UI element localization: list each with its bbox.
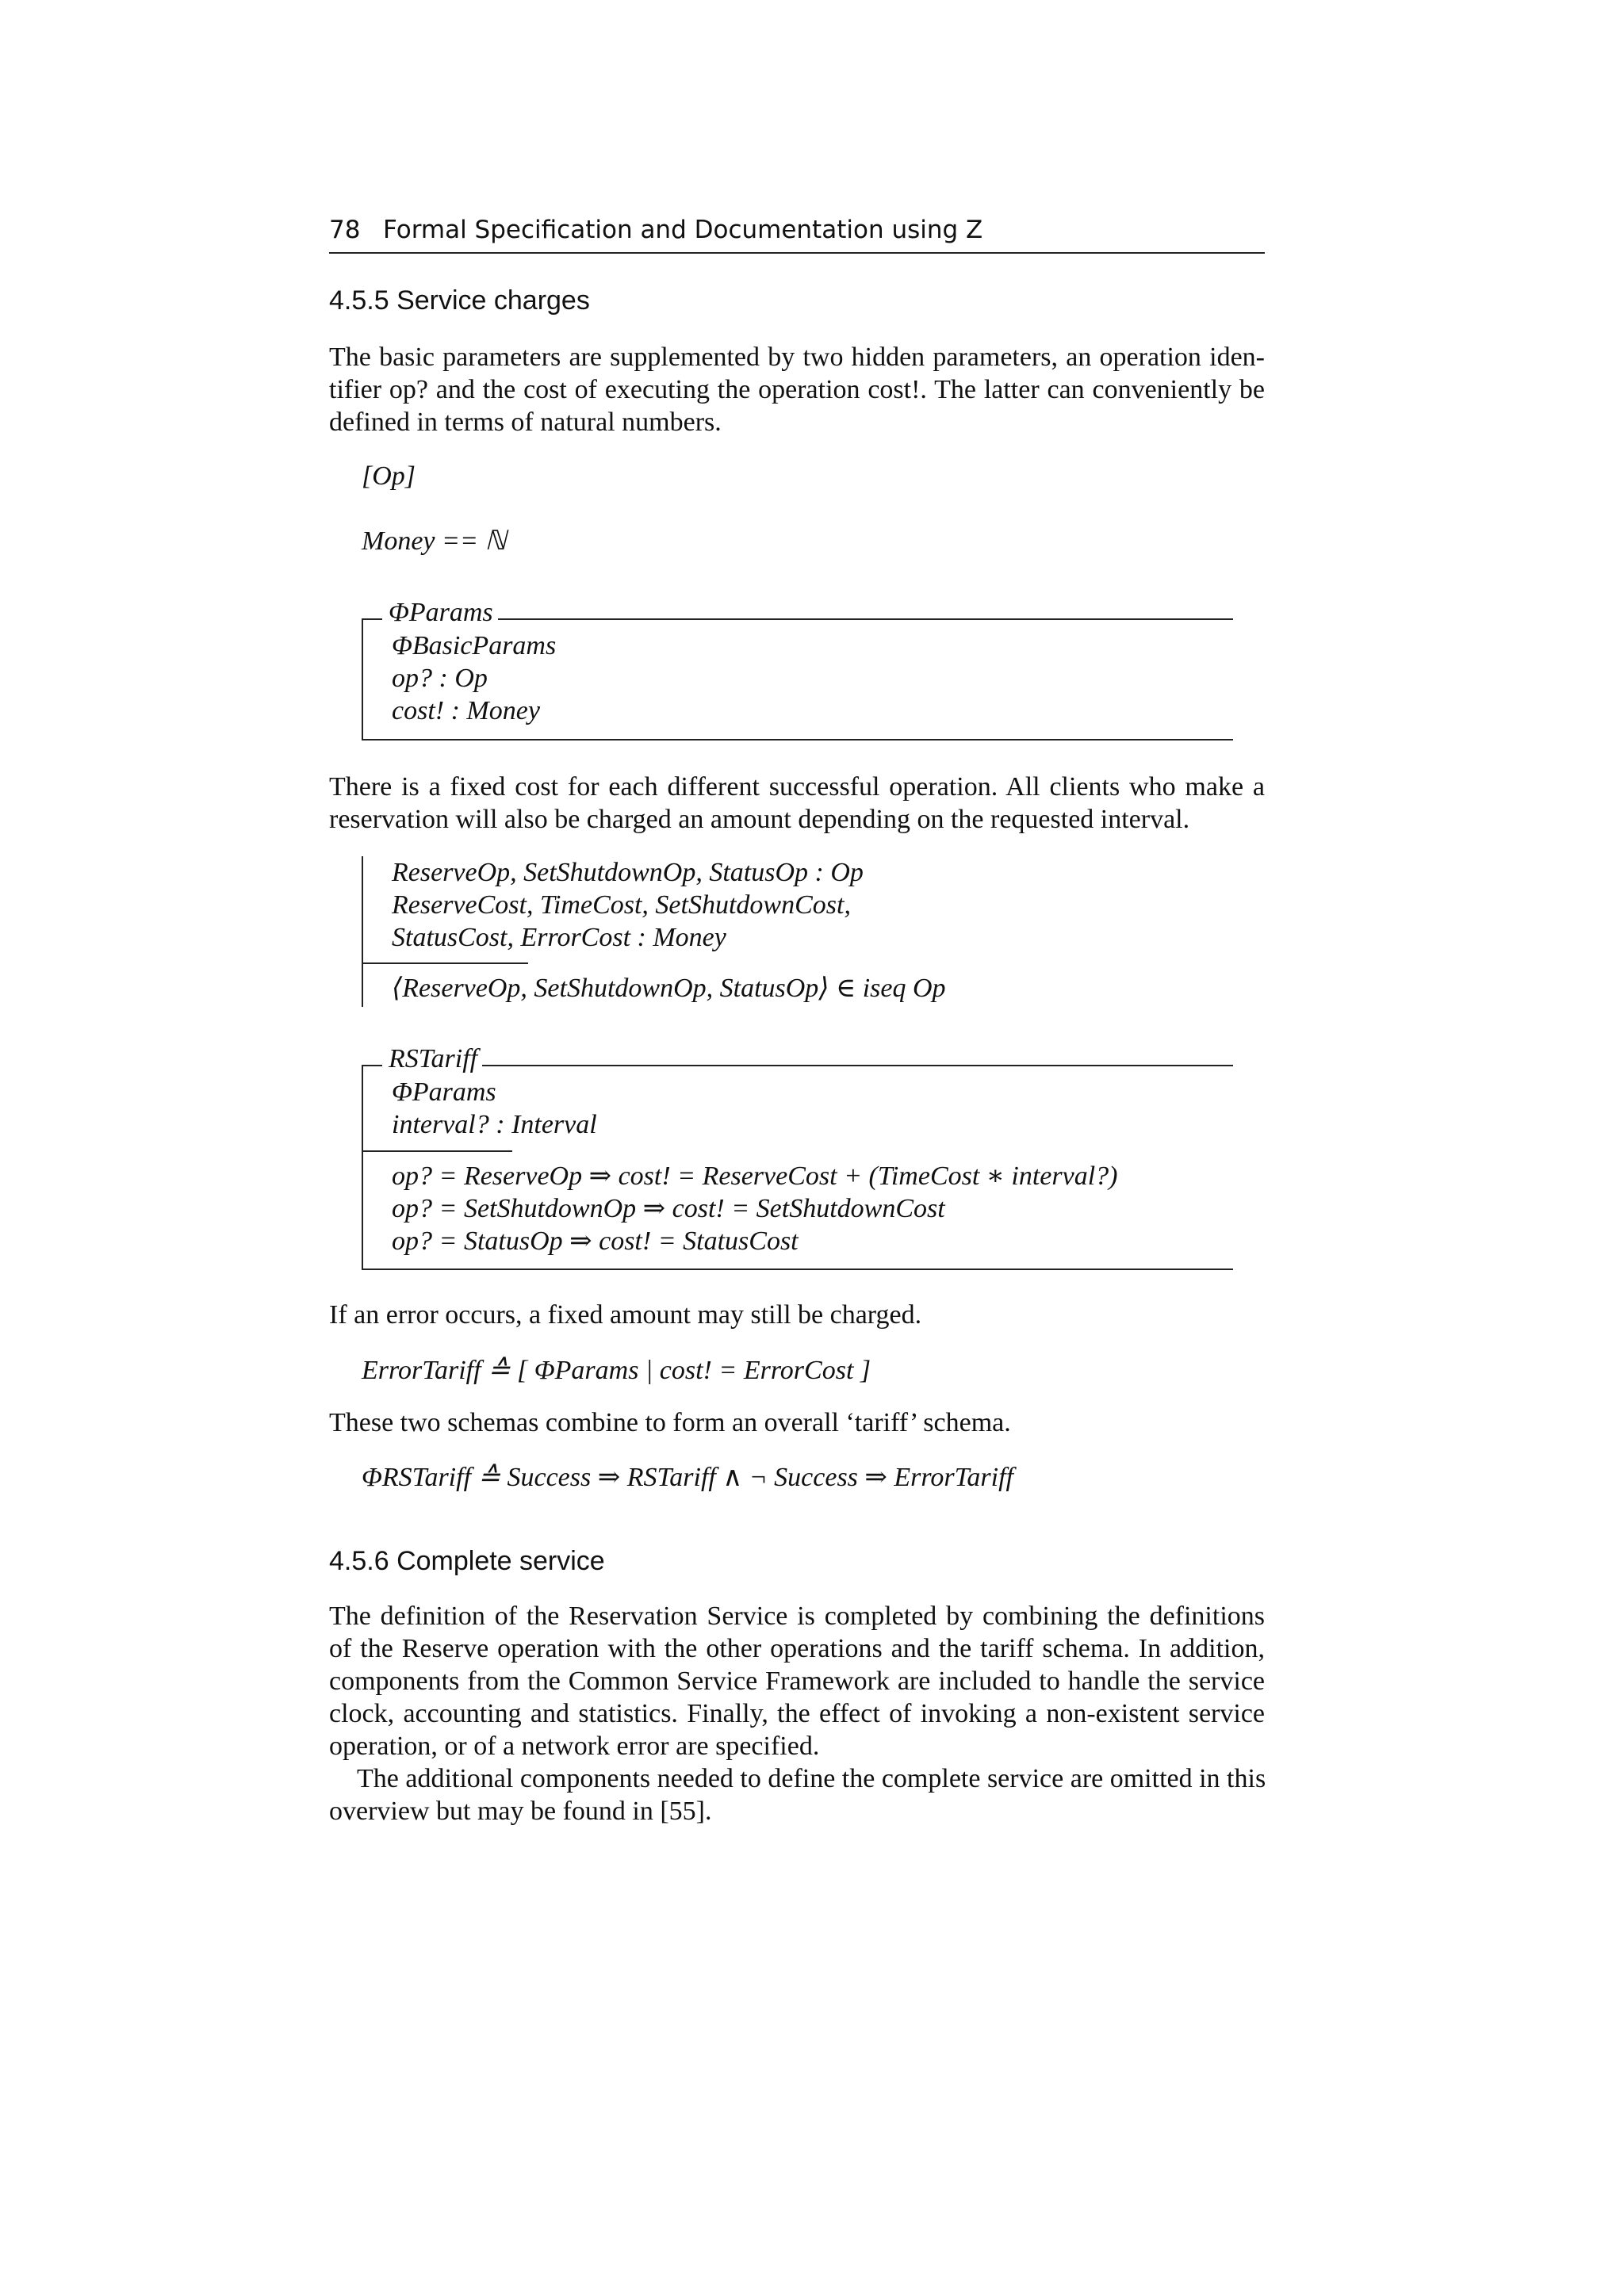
axiomatic-declaration: ReserveCost, TimeCost, SetShutdownCost, — [392, 890, 851, 920]
page-number: 78 — [329, 216, 361, 244]
paragraph-line: The definition of the Reservation Service is completed by combining the definitions — [329, 1601, 1265, 1631]
schema-declaration: op? : Op — [392, 664, 488, 693]
schema-box-params — [362, 598, 1233, 740]
schema-predicate: op? = SetShutdownOp ⇒ cost! = SetShutdownCost — [392, 1194, 945, 1223]
paragraph-line: reservation will also be charged an amount depending on the requested interval. — [329, 805, 1190, 834]
schema-declaration: cost! : Money — [392, 696, 540, 725]
paragraph-line: The basic parameters are supplemented by two hidden parameters, an operation iden- — [329, 342, 1265, 372]
paragraph-line: of the Reserve operation with the other operations and the tariff schema. In addition, — [329, 1634, 1265, 1663]
schema-name: RSTariff — [389, 1044, 478, 1073]
paragraph-line: components from the Common Service Framework are included to handle the service — [329, 1667, 1265, 1696]
schema-declaration: interval? : Interval — [392, 1110, 597, 1139]
schema-predicate: op? = ReserveOp ⇒ cost! = ReserveCost + (TimeCost ∗ interval?) — [392, 1161, 1118, 1191]
abbreviation-definition: Money == ℕ — [362, 526, 507, 556]
axiomatic-declaration: StatusCost, ErrorCost : Money — [392, 923, 726, 952]
paragraph-line: clock, accounting and statistics. Finally, the effect of invoking a non-existent service — [329, 1699, 1265, 1728]
running-title: Formal Specification and Documentation using Z — [383, 216, 983, 244]
paragraph-line: operation, or of a network error are specified. — [329, 1732, 820, 1761]
schema-definition-phi-rstariff: ΦRSTariff ≙ Success ⇒ RSTariff ∧ ¬ Success ⇒ ErrorTariff — [362, 1463, 1013, 1492]
paragraph-line: defined in terms of natural numbers. — [329, 408, 722, 437]
schema-predicate: op? = StatusOp ⇒ cost! = StatusCost — [392, 1226, 799, 1256]
paragraph-line: tifier op? and the cost of executing the operation cost!. The latter can conveniently be — [329, 375, 1265, 404]
paragraph: If an error occurs, a fixed amount may still be charged. — [329, 1300, 922, 1330]
axiomatic-definition — [362, 856, 946, 1007]
axiomatic-declaration: ReserveOp, SetShutdownOp, StatusOp : Op — [392, 858, 864, 887]
paragraph-line: There is a fixed cost for each different successful operation. All clients who make a — [329, 772, 1265, 802]
paragraph-line: The additional components needed to define the complete service are omitted in this — [357, 1764, 1266, 1793]
axiomatic-predicate: ⟨ReserveOp, SetShutdownOp, StatusOp⟩ ∈ iseq Op — [392, 974, 946, 1003]
schema-name: ΦParams — [389, 598, 493, 627]
paragraph: These two schemas combine to form an overall ‘tariff’ schema. — [329, 1408, 1011, 1437]
section-heading-complete-service: 4.5.6 Complete service — [329, 1546, 605, 1576]
given-set: [Op] — [362, 461, 416, 491]
schema-box-rstariff — [362, 1044, 1233, 1270]
paragraph-line: overview but may be found in [55]. — [329, 1797, 712, 1826]
running-header — [329, 214, 1265, 254]
schema-declaration: ΦParams — [392, 1077, 496, 1107]
section-heading-service-charges: 4.5.5 Service charges — [329, 285, 590, 316]
schema-declaration: ΦBasicParams — [392, 631, 557, 660]
schema-definition-error-tariff: ErrorTariff ≙ [ ΦParams | cost! = ErrorCost ] — [362, 1356, 871, 1385]
